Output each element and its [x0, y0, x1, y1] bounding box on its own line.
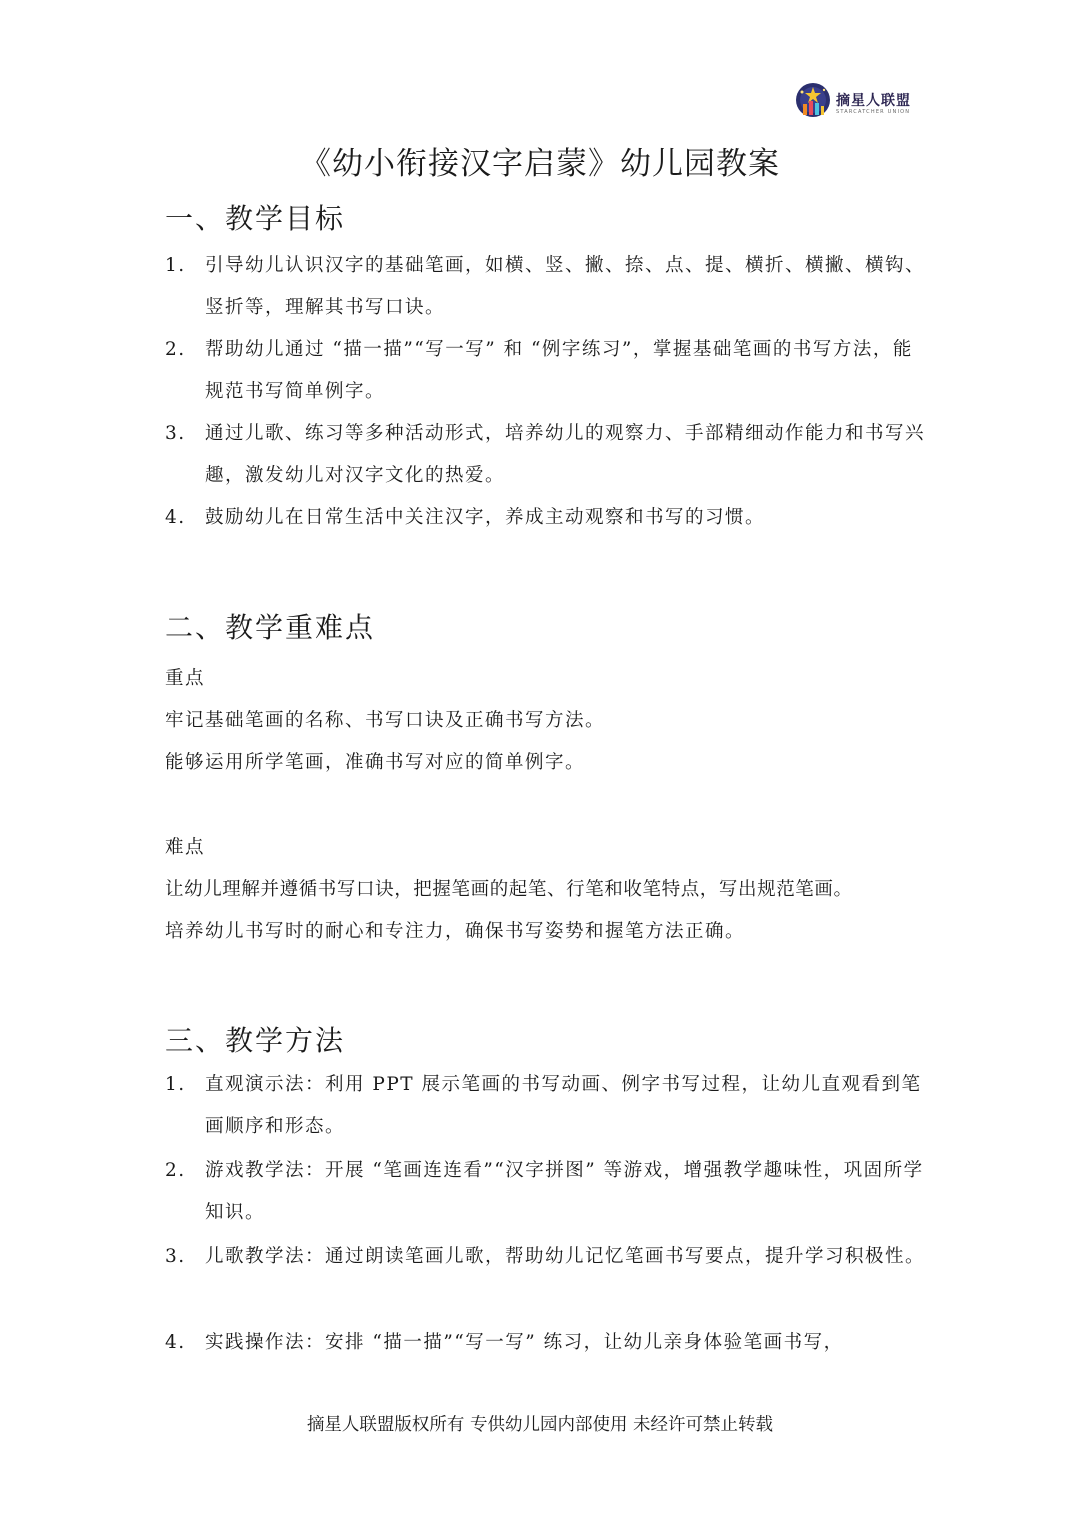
list-number: 3.	[165, 1246, 186, 1267]
logo-name: 摘星人联盟	[836, 93, 911, 109]
list-item	[165, 329, 925, 413]
list-number: 1.	[165, 255, 186, 276]
list-number: 4.	[165, 1332, 186, 1353]
star-catcher-logo-icon	[794, 80, 832, 120]
section-heading-goals: 一、教学目标	[165, 202, 346, 235]
list-text: 实践操作法：安排 “描一描”“写一写” 练习，让幼儿亲身体验笔画书写，	[205, 1332, 844, 1353]
section-heading-key-points: 二、教学重难点	[165, 611, 376, 644]
difficulty-line: 培养幼儿书写时的耐心和专注力，确保书写姿势和握笔方法正确。	[165, 921, 746, 942]
list-item	[165, 413, 925, 497]
list-text: 儿歌教学法：通过朗读笔画儿歌，帮助幼儿记忆笔画书写要点，提升学习积极性。	[205, 1246, 926, 1267]
list-number: 1.	[165, 1074, 186, 1095]
list-text: 游戏教学法：开展 “笔画连连看”“汉字拼图” 等游戏，增强教学趣味性，巩固所学知识。	[205, 1160, 924, 1223]
list-number: 3.	[165, 423, 186, 444]
difficulty-label: 难点	[165, 837, 206, 858]
brand-logo	[794, 80, 934, 124]
list-text: 直观演示法：利用 PPT 展示笔画的书写动画、例字书写过程，让幼儿直观看到笔画顺序和形态。	[205, 1074, 922, 1137]
logo-subtitle: STARCATCHER UNION	[836, 109, 911, 115]
list-item	[165, 1064, 925, 1150]
focus-label: 重点	[165, 668, 206, 689]
list-text: 引导幼儿认识汉字的基础笔画，如横、竖、撇、捺、点、提、横折、横撇、横钩、竖折等，理解其书写口诀。	[205, 255, 926, 318]
list-item	[165, 1236, 925, 1322]
list-number: 2.	[165, 1160, 186, 1181]
copyright-footer: 摘星人联盟版权所有 专供幼儿园内部使用 未经许可禁止转载	[306, 1415, 774, 1435]
list-item	[165, 497, 925, 539]
list-item	[165, 1150, 925, 1236]
list-number: 2.	[165, 339, 186, 360]
difficulty-line: 让幼儿理解并遵循书写口诀，把握笔画的起笔、行笔和收笔特点，写出规范笔画。	[165, 879, 853, 900]
list-text: 通过儿歌、练习等多种活动形式，培养幼儿的观察力、手部精细动作能力和书写兴趣，激发幼儿对汉字文化的热爱。	[205, 423, 926, 486]
list-text: 帮助幼儿通过 “描一描”“写一写” 和 “例字练习”，掌握基础笔画的书写方法，能规范书写简单例字。	[205, 339, 913, 402]
document-title: 《幼小衔接汉字启蒙》幼儿园教案	[300, 146, 780, 182]
methods-list	[165, 1064, 925, 1364]
list-item	[165, 1322, 925, 1364]
list-text: 鼓励幼儿在日常生活中关注汉字，养成主动观察和书写的习惯。	[205, 507, 766, 528]
section-heading-methods: 三、教学方法	[165, 1024, 346, 1057]
focus-line: 牢记基础笔画的名称、书写口诀及正确书写方法。	[165, 710, 606, 731]
list-item	[165, 245, 925, 329]
focus-line: 能够运用所学笔画，准确书写对应的简单例字。	[165, 752, 586, 773]
list-number: 4.	[165, 507, 186, 528]
goals-list	[165, 245, 925, 539]
